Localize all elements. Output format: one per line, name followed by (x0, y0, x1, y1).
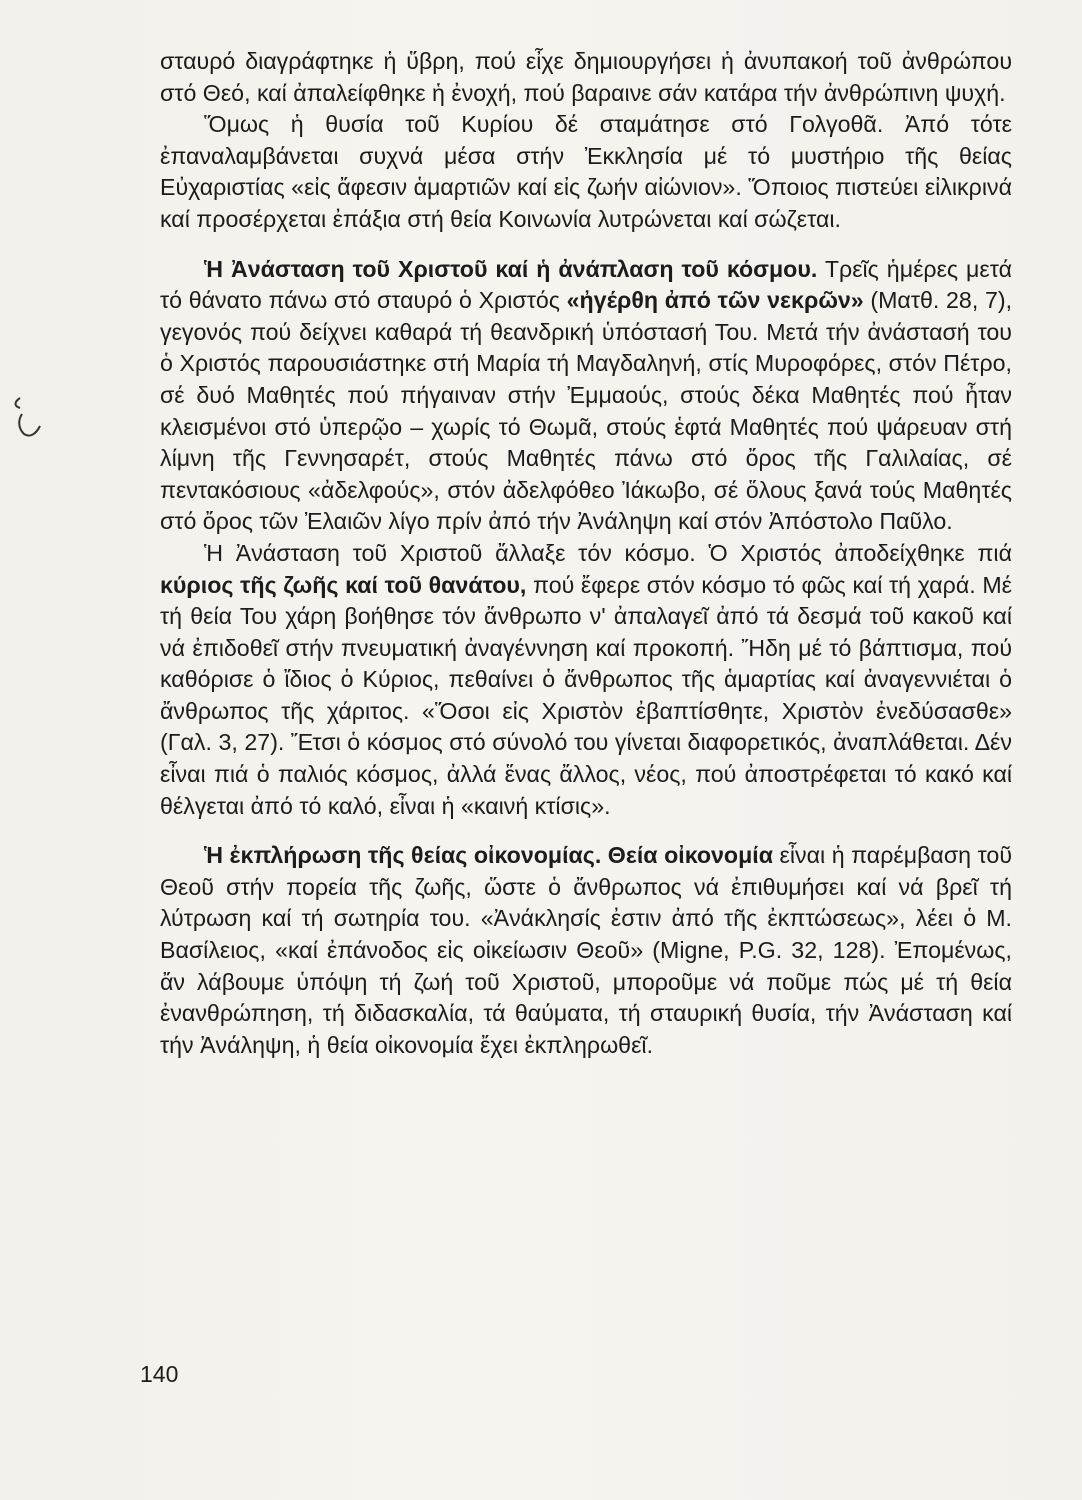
page-number: 140 (140, 1361, 179, 1387)
text-segment: πού ἔφερε στόν κόσμο τό φῶς καί τή χαρά. Μέ τή θεία Του χάρη βοήθησε τόν ἄνθρωπο ν' ἀπαλαγεῖ ἀπό τά δεσμά τοῦ κακοῦ καί νά ἐπιδοθεῖ στήν πνευματική ἀναγέννηση καί προκοπή. Ἤδη μέ τό βάπτισμα, πού καθόρισε ὁ ἴδιος ὁ Κύριος, πεθαίνει ὁ ἄνθρωπος τῆς ἁμαρτίας καί ἀναγεννιέται ὁ ἄνθρωπος τῆς χάριτος. «Ὅσοι εἰς Χριστὸν ἐβαπτίσθητε, Χριστὸν ἐνεδύσασθε» (Γαλ. 3, 27). Ἔτσι ὁ κόσμος στό σύνολό του γίνεται διαφορετικός, ἀναπλάθεται. Δέν εἶναι πιά ὁ παλιός κόσμος, ἀλλά ἕνας ἄλλος, νέος, πού ἀποστρέφεται τό κακό καί θέλγεται ἀπό τό καλό, εἶναι ἡ «καινή κτίσις». (160, 571, 1012, 819)
handwritten-margin-mark (6, 394, 46, 444)
paragraph-resurrection (160, 254, 1012, 538)
text-segment: Ἡ Ἀνάσταση τοῦ Χριστοῦ ἄλλαξε τόν κόσμο. Ὁ Χριστός ἀποδείχθηκε πιά (204, 539, 1012, 566)
section-heading-resurrection: Ἡ Ἀνάσταση τοῦ Χριστοῦ καί ἡ ἀνάπλαση τοῦ κόσμου. (204, 255, 818, 282)
text-segment: Τρεῖς ἡμέρες μετά τό θάνατο πάνω στό σταυρό ὁ Χριστός (160, 255, 1012, 314)
bold-quote: «ἠγέρθη ἀπό τῶν νεκρῶν» (566, 287, 864, 314)
paragraph-cross-continuation (160, 46, 1012, 109)
body-text (160, 46, 1012, 1061)
text-segment: Ὅμως ἡ θυσία τοῦ Κυρίου δέ σταμάτησε στό Γολγοθᾶ. Ἀπό τότε ἐπαναλαμβάνεται συχνά μέσα στήν Ἐκκλησία μέ τό μυστήριο τῆς θείας Εὐχαριστίας «εἰς ἄφεσιν ἁμαρτιῶν καί εἰς ζωήν αἰώνιον». Ὅποιος πιστεύει εἰλικρινά καί προσέρχεται ἐπάξια στή θεία Κοινωνία λυτρώνεται καί σώζεται. (160, 111, 1012, 232)
text-segment: σταυρό διαγράφτηκε ἡ ὕβρη, πού εἶχε δημιουργήσει ἡ ἀνυπακοή τοῦ ἀνθρώπου στό Θεό, καί ἀπαλείφθηκε ἡ ἐνοχή, πού βαραινε σάν κατάρα τήν ἀνθρώπινη ψυχή. (160, 48, 1012, 106)
paragraph-divine-economy (160, 840, 1012, 1061)
section-heading-divine-economy: Ἡ ἐκπλήρωση τῆς θείας οἰκονομίας. Θεία οἰκονομία (204, 842, 773, 869)
paragraph-sacrifice (160, 109, 1012, 235)
text-segment: εἶναι ἡ παρέμβαση τοῦ Θεοῦ στήν πορεία τῆς ζωῆς, ὥστε ὁ ἄνθρωπος νά ἐπιθυμήσει καί νά βρεῖ τή λύτρωση καί τή σωτηρία του. «Ἀνάκλησίς ἐστιν ἀπό τῆς ἐκπτώσεως», λέει ὁ Μ. Βασίλειος, «καί ἐπάνοδος εἰς οἰκείωσιν Θεοῦ» (Migne, P.G. 32, 128). Ἐπομένως, ἄν λάβουμε ὑπόψη τή ζωή τοῦ Χριστοῦ, μποροῦμε νά ποῦμε πώς μέ τή θεία ἐνανθρώπηση, τή διδασκαλία, τά θαύματα, τή σταυρική θυσία, τήν Ἀνάσταση καί τήν Ἀνάληψη, ἡ θεία οἰκονομία ἔχει ἐκπληρωθεῖ. (160, 842, 1012, 1058)
bold-phrase: κύριος τῆς ζωῆς καί τοῦ θανάτου, (160, 571, 527, 598)
paragraph-world-changed (160, 538, 1012, 822)
text-segment: (Ματθ. 28, 7), γεγονός πού δείχνει καθαρά τή θεανδρική ὑπόστασή Του. Μετά τήν ἀνάστασή του ὁ Χριστός παρουσιάστηκε στή Μαρία τή Μαγδαληνή, στίς Μυροφόρες, στόν Πέτρο, σέ δυό Μαθητές πού πήγαιναν στήν Ἐμμαούς, στούς δέκα Μαθητές πού ἦταν κλεισμένοι στό ὑπερῷο – χωρίς τό Θωμᾶ, στούς ἑφτά Μαθητές πού ψάρευαν στή λίμνη τῆς Γεννησαρέτ, στούς Μαθητές πάνω στό ὄρος τῆς Γαλιλαίας, σέ πεντακόσιους «ἀδελφούς», στόν ἀδελφόθεο Ἰάκωβο, σέ ὅλους ξανά τούς Μαθητές στό ὄρος τῶν Ἐλαιῶν λίγο πρίν ἀπό τήν Ἀνάληψη καί στόν Ἀπόστολο Παῦλο. (160, 287, 1013, 535)
